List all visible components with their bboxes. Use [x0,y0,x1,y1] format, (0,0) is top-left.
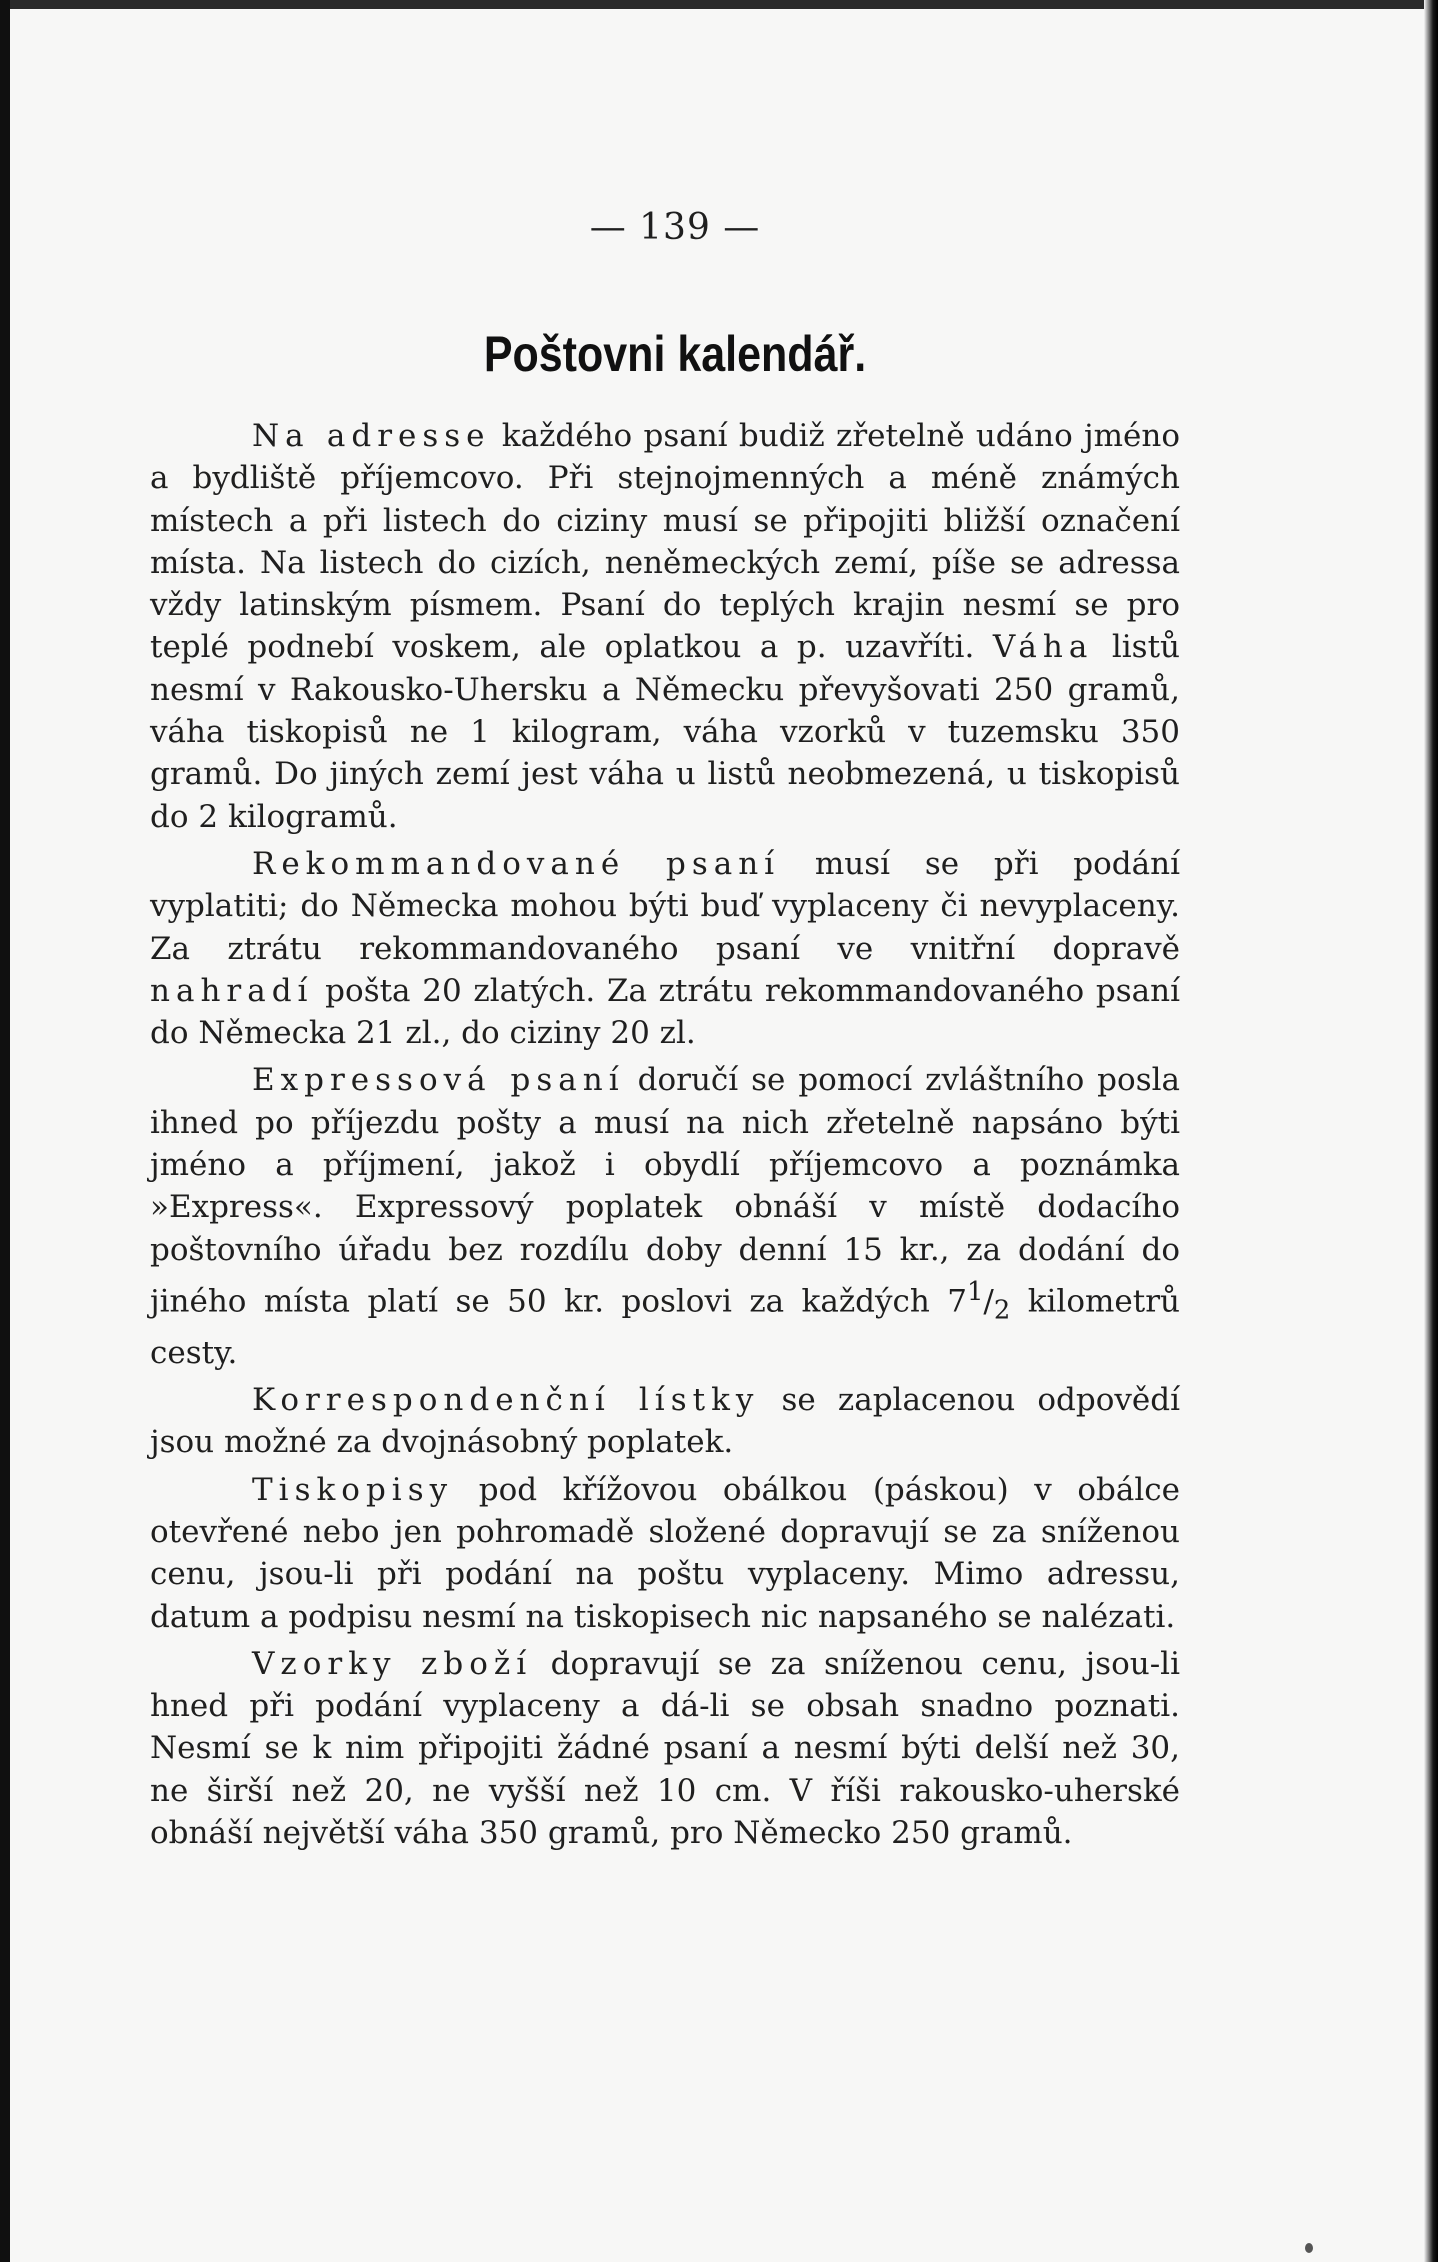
scan-edge-top [0,0,1438,9]
paragraph-lead: Tiskopisy [252,1471,454,1508]
paragraph-korrespondencni [150,1379,1180,1464]
paragraph-text: každého psaní budiž zřetelně udáno jméno a bydliště příjemcovo. Při stejnojmenných a méně známých místech a při listech do ciziny musí se připojiti bližší označení místa. Na listech do cizích, neněmeckých zemí, píše se adressa vždy latinským písmem. Psaní do teplých krajin nesmí se pro teplé podnebí voskem, ale oplatkou a p. uzavříti. [150,418,1180,666]
paragraph-adresse [150,415,1180,838]
scan-edge-right [1424,0,1438,2262]
scan-speck [1305,2243,1313,2253]
fraction-whole: 7 [947,1283,967,1320]
paragraph-text: pod křížovou obálkou (páskou) v obálce otevřené nebo jen pohromadě složené dopravují se za sníženou cenu, jsou-li při podání na poštu vyplaceny. Mimo adressu, datum a podpisu nesmí na tiskopisech nic napsaného se nalézati. [150,1471,1180,1635]
paragraph-text: musí se při podání vyplatiti; do Německa mohou býti buď vyplaceny či nevyplaceny. Za ztrátu rekommandovaného psaní ve vnitřní dopravě [150,845,1180,967]
paragraph-text-secondary: kilometrů cesty. [150,1283,1180,1371]
paragraph-lead: Vzorky zboží [252,1645,533,1682]
paragraph-lead: Korrespondenční lístky [252,1382,760,1419]
scan-edge-left [0,0,10,2262]
fraction-slash: / [983,1283,994,1320]
paragraph-text-secondary: pošta 20 zlatých. Za ztrátu rekommandovaného psaní do Německa 21 zl., do ciziny 20 zl. [150,972,1180,1052]
paragraph-text-secondary: listů nesmí v Rakousko-Uhersku a Německu převyšovati 250 gramů, váha tiskopisů ne 1 kilogram, váha vzorků v tuzemsku 350 gramů. Do jiných zemí jest váha u listů neobmezená, u tiskopisů do 2 kilogramů. [150,629,1181,835]
page-number: — 139 — [589,207,761,248]
paragraph-lead: Rekommandované psaní [252,845,781,882]
paragraph-lead-secondary: nahradí [150,972,314,1009]
paragraph-lead-secondary: Váha [992,629,1094,666]
paragraph-text: dopravují se za sníženou cenu, jsou-li hned při podání vyplaceny a dá-li se obsah snadno poznati. Nesmí se k nim připojiti žádné psaní a nesmí býti delší než 30, ne širší než 20, ne vyšší než 10 cm. V říši rakousko-uherské obnáší největší váha 350 gramů, pro Německo 250 gramů. [150,1645,1180,1852]
paragraph-lead: Expressová psaní [252,1062,625,1099]
paragraph-text: doručí se pomocí zvláštního posla ihned po příjezdu pošty a musí na nich zřetelně napsáno býti jméno a příjmení, jakož i obydlí příjemcovo a poznámka »Express«. Expressový poplatek obnáší v místě dodacího poštovního úřadu bez rozdílu doby denní 15 kr., za dodání do jiného místa platí se 50 kr. poslovi za každých [150,1062,1180,1320]
fraction-denominator: 2 [993,1295,1011,1326]
body-text [150,415,1180,1859]
paragraph-text: se zaplacenou odpovědí jsou možné za dvojnásobný poplatek. [150,1382,1180,1461]
paragraph-lead: Na adresse [252,418,491,454]
paragraph-vzorky [150,1643,1180,1854]
paragraph-expressova [150,1059,1180,1374]
page-title: Poštovni kalendář. [483,326,867,382]
paragraph-tiskopisy [150,1469,1180,1638]
paragraph-rekommandovane [150,843,1180,1054]
fraction-numerator: 1 [966,1276,984,1307]
